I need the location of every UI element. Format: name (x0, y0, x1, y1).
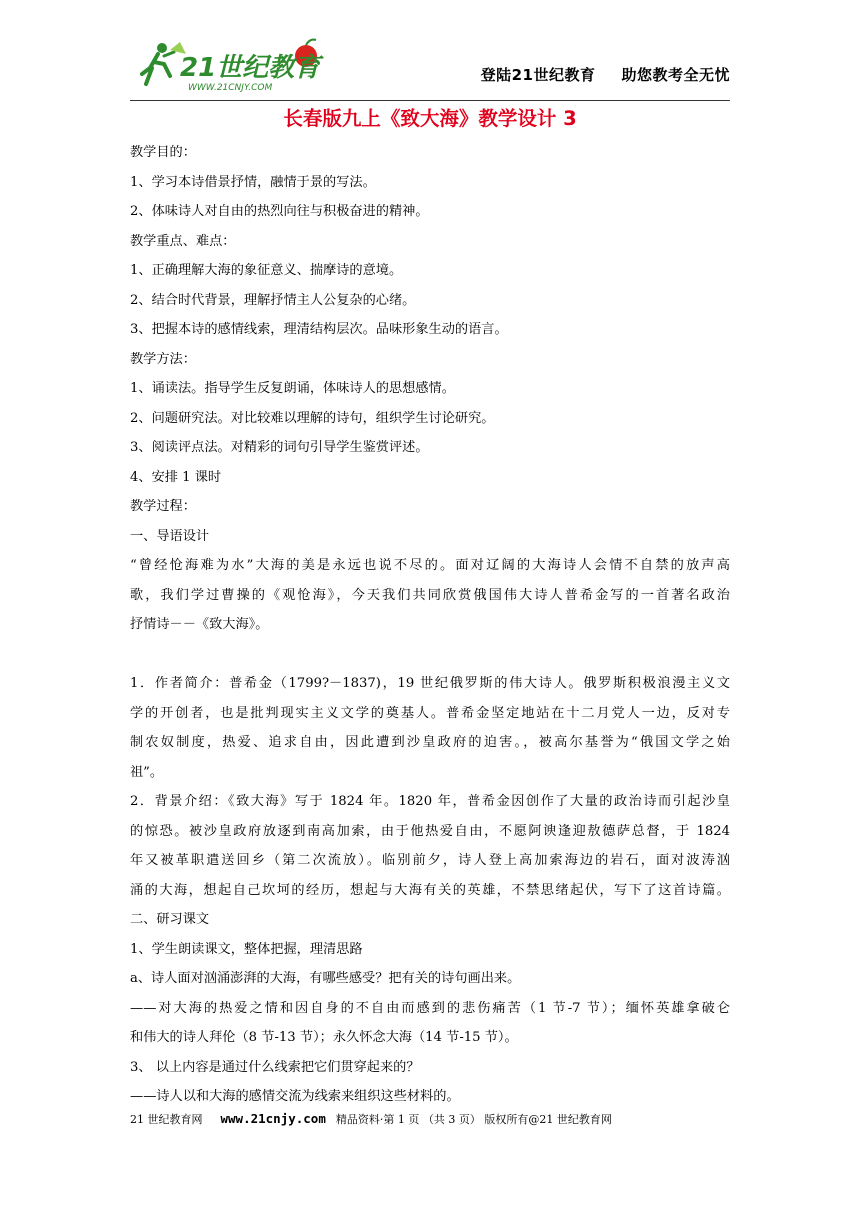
slogan-left: 登陆21世纪教育 (480, 66, 596, 84)
body-line: 祖”。 (130, 764, 164, 780)
footer-url-link[interactable]: www.21cnjy.com (220, 1111, 326, 1126)
footer-site: 21 世纪教育网 (130, 1113, 203, 1126)
body-line: 1、诵读法。指导学生反复朗诵，体味诗人的思想感情。 (130, 381, 455, 396)
body-line: 教学重点、难点： (130, 233, 236, 249)
body-line: 涌的大海，想起自己坎坷的经历，想起与大海有关的英雄，不禁思绪起伏，写下了这首诗篇。 (130, 882, 730, 898)
page-footer (130, 1111, 730, 1127)
body-line: 1、正确理解大海的象征意义、揣摩诗的意境。 (130, 263, 403, 278)
footer-page-info: 精品资料·第 1 页 （共 3 页） 版权所有@21 世纪教育网 (335, 1113, 612, 1126)
body-line: “曾经怆海难为水”大海的美是永远也说不尽的。面对辽阔的大海诗人会情不自禁的放声高 (130, 558, 730, 573)
body-line: 2、体味诗人对自由的热烈向往与积极奋进的精神。 (130, 204, 429, 219)
body-line: 4、安排 1 课时 (130, 469, 222, 485)
body-line: 制农奴制度，热爱、追求自由，因此遭到沙皇政府的迫害。，被高尔基誉为“俄国文学之始 (130, 735, 730, 750)
body-line: 3、把握本诗的感情线索，理清结构层次。品味形象生动的语言。 (130, 322, 508, 337)
body-line: 1、学习本诗借景抒情，融情于景的写法。 (130, 174, 376, 190)
body-line: a、诗人面对汹涌澎湃的大海，有哪些感受？把有关的诗句画出来。 (130, 971, 521, 986)
body-line: 2、问题研究法。对比较难以理解的诗句，组织学生讨论研究。 (130, 410, 495, 426)
body-line: 2、结合时代背景，理解抒情主人公复杂的心绪。 (130, 292, 416, 308)
body-line: 的惊恐。被沙皇政府放逐到南高加索，由于他热爱自由，不愿阿谀逢迎敖德萨总督，于 1824 (130, 823, 730, 839)
body-line: 3、阅读评点法。对精彩的词句引导学生鉴赏评述。 (130, 440, 429, 455)
document-body (130, 138, 730, 1112)
body-line: 抒情诗－－《致大海》。 (130, 617, 269, 632)
body-line: 2．背景介绍：《致大海》写于 1824 年。1820 年，普希金因创作了大量的政治诗而引起沙皇 (130, 794, 730, 809)
body-line: ——对大海的热爱之情和因自身的不自由而感到的悲伤痛苦（1 节-7 节）；缅怀英雄拿破仑 (130, 1000, 730, 1016)
document-title: 长春版九上《致大海》教学设计 3 (283, 107, 577, 130)
svg-text:21世纪教育: 21世纪教育 (180, 53, 321, 83)
slogan-right: 助您教考全无忧 (621, 66, 730, 84)
body-line: 和伟大的诗人拜伦（8 节-13 节）；永久怀念大海（14 节-15 节）。 (130, 1030, 518, 1045)
body-line: ——诗人以和大海的感情交流为线索来组织这些材料的。 (130, 1089, 460, 1104)
svg-text:WWW.21CNJY.COM: WWW.21CNJY.COM (188, 83, 273, 93)
body-line: 1、学生朗读课文，整体把握，理清思路 (130, 941, 363, 957)
site-logo (140, 34, 330, 96)
header-slogan (481, 64, 730, 85)
header-divider (130, 100, 730, 101)
body-line: 教学目的： (130, 145, 196, 160)
body-line: 1．作者简介：普希金（1799?－1837)，19 世纪俄罗斯的伟大诗人。俄罗斯积极浪漫主义文 (130, 676, 730, 691)
body-line: 一、导语设计 (130, 528, 210, 544)
body-line: 二、研习课文 (130, 912, 210, 927)
body-line: 教学方法： (130, 351, 196, 367)
blank-line (130, 640, 730, 670)
body-line: 歌，我们学过曹操的《观怆海》，今天我们共同欣赏俄国伟大诗人普希金写的一首著名政治 (130, 587, 730, 603)
body-line: 教学过程： (130, 499, 196, 514)
body-line: 学的开创者，也是批判现实主义文学的奠基人。普希金坚定地站在十二月党人一边，反对专 (130, 705, 730, 721)
body-line: 年又被革职遣送回乡（第二次流放）。临别前夕，诗人登上高加索海边的岩石，面对波涛汹 (130, 853, 730, 868)
page-header (130, 30, 730, 100)
body-line: 3、 以上内容是通过什么线索把它们贯穿起来的？ (130, 1059, 420, 1075)
